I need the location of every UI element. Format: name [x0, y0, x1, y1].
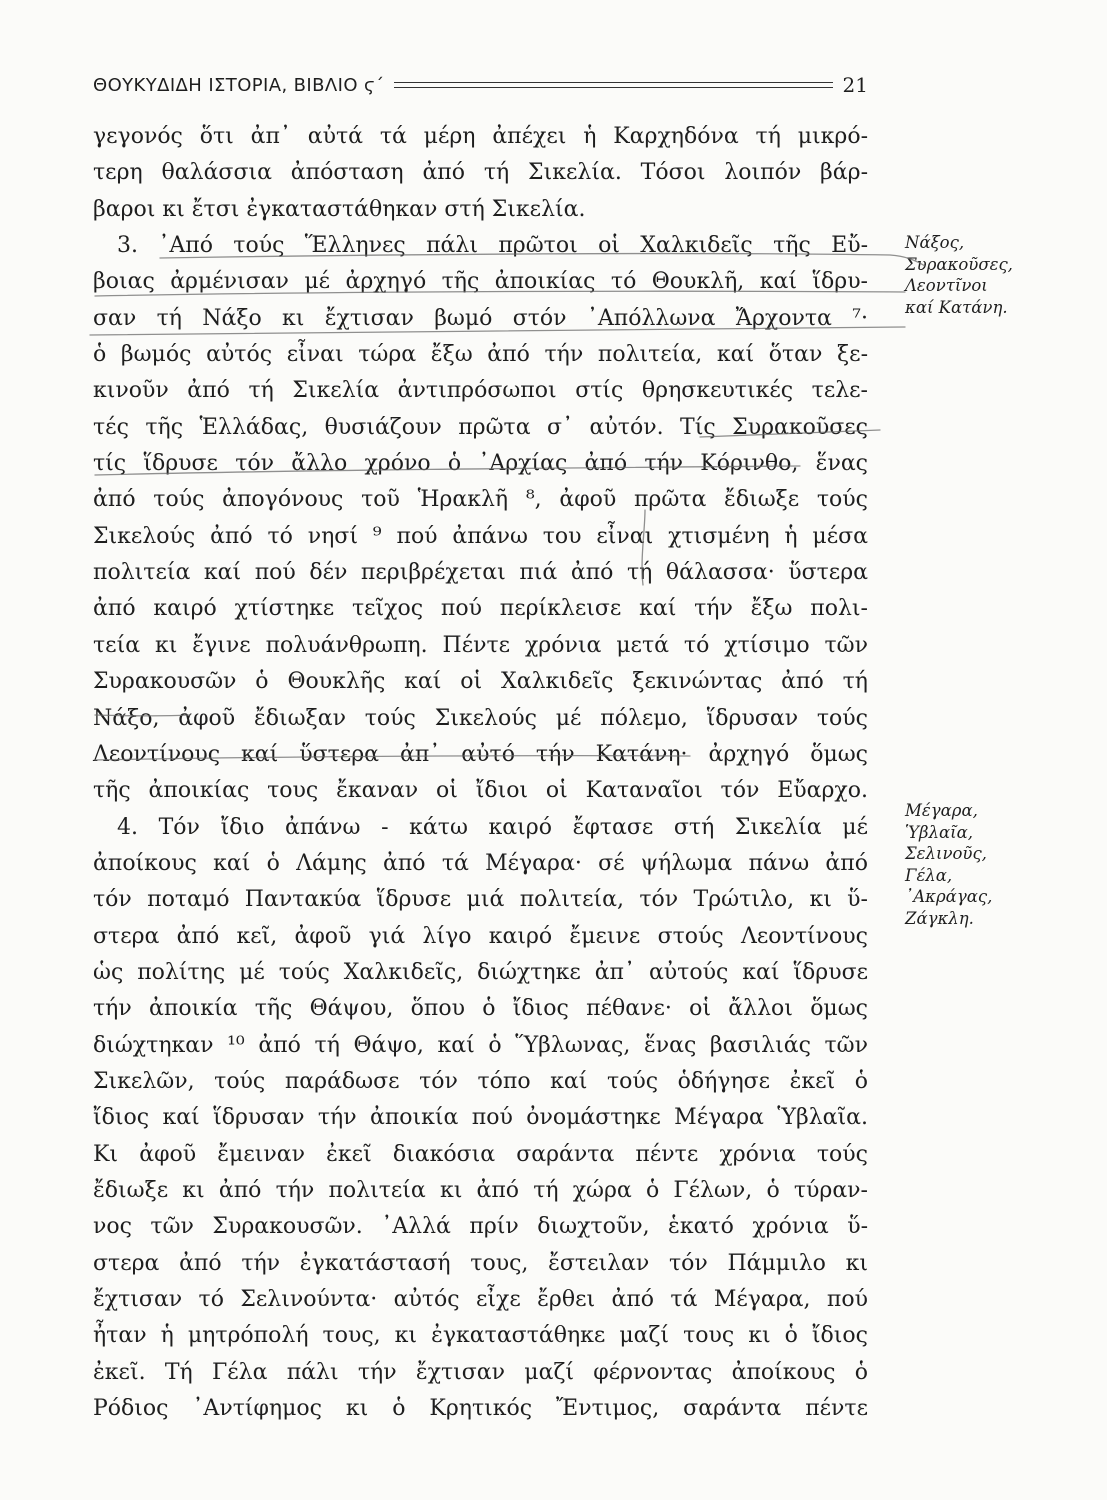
text-line: ἀπό τούς ἀπογόνους τοῦ Ἡρακλῆ ⁸, ἀφοῦ πρῶτα ἔδιωξε τούς — [93, 487, 868, 513]
text-line: ἴδιος καί ἵδρυσαν τήν ἀποικία πού ὀνομάστηκε Μέγαρα Ὑβλαῖα. — [93, 1105, 868, 1131]
margin-note-line: Νάξος, — [905, 233, 965, 252]
text-line: ἦταν ἡ μητρόπολή τους, κι ἐγκαταστάθηκε μαζί τους κι ὁ ἴδιος — [93, 1323, 868, 1349]
text-line: τερη θαλάσσια ἀπόσταση ἀπό τή Σικελία. Τόσοι λοιπόν βάρ- — [93, 160, 868, 186]
body-text — [93, 119, 868, 1427]
running-header — [93, 70, 868, 100]
page-number: 21 — [842, 73, 868, 97]
margin-note-megara — [905, 800, 1055, 929]
text-line: βαροι κι ἔτσι ἐγκαταστάθηκαν στή Σικελία. — [93, 196, 586, 222]
text-line: στερα ἀπό κεῖ, ἀφοῦ γιά λίγο καιρό ἔμεινε στούς Λεοντίνους — [93, 923, 868, 949]
text-line: Νάξο, ἀφοῦ ἔδιωξαν τούς Σικελούς μέ πόλεμο, ἵδρυσαν τούς — [93, 705, 868, 731]
margin-note-line: Ὑβλαῖα, — [905, 822, 974, 842]
text-line: τόν ποταμό Παντακύα ἵδρυσε μιά πολιτεία, τόν Τρώτιλο, κι ὕ- — [93, 887, 868, 913]
text-line: Λεοντίνους καί ὕστερα ἀπ᾽ αὐτό τήν Κατάνη· ἀρχηγό ὅμως — [93, 741, 868, 767]
margin-note-colonies — [905, 232, 1055, 318]
text-line: νος τῶν Συρακουσῶν. ᾽Αλλά πρίν διωχτοῦν, ἑκατό χρόνια ὕ- — [93, 1214, 868, 1240]
text-line: ὁ βωμός αὐτός εἶναι τώρα ἔξω ἀπό τήν πολιτεία, καί ὅταν ξε- — [93, 342, 868, 368]
margin-note-line: καί Κατάνη. — [905, 297, 1008, 317]
text-line: κινοῦν ἀπό τή Σικελία ἀντιπρόσωποι στίς θρησκευτικές τελε- — [93, 378, 868, 404]
text-line: Κι ἀφοῦ ἔμειναν ἐκεῖ διακόσια σαράντα πέντε χρόνια τούς — [93, 1141, 868, 1167]
text-line: ἔχτισαν τό Σελινούντα· αὐτός εἶχε ἔρθει ἀπό τά Μέγαρα, πού — [93, 1287, 868, 1312]
text-line: τίς ἵδρυσε τόν ἄλλο χρόνο ὁ ᾽Αρχίας ἀπό τήν Κόρινθο, ἕνας — [93, 451, 868, 477]
text-line: 4. Τόν ἴδιο ἀπάνω - κάτω καιρό ἔφτασε στή Σικελία μέ — [117, 814, 868, 840]
text-line: τεία κι ἔγινε πολυάνθρωπη. Πέντε χρόνια μετά τό χτίσιμο τῶν — [93, 632, 868, 658]
text-line: διώχτηκαν ¹⁰ ἀπό τή Θάψο, καί ὁ Ὕβλωνας, ἕνας βασιλιάς τῶν — [93, 1032, 868, 1058]
text-line: ἀποίκους καί ὁ Λάμης ἀπό τά Μέγαρα· σέ ψήλωμα πάνω ἀπό — [93, 850, 868, 876]
text-line: Σικελῶν, τούς παράδωσε τόν τόπο καί τούς ὁδήγησε ἐκεῖ ὁ — [93, 1068, 868, 1094]
text-line: ἔδιωξε κι ἀπό τήν πολιτεία κι ἀπό τή χώρα ὁ Γέλων, ὁ τύραν- — [93, 1177, 868, 1203]
text-line: τές τῆς Ἑλλάδας, θυσιάζουν πρῶτα σ᾽ αὐτόν. Τίς Συρακοῦσες — [93, 414, 868, 440]
header-rule — [394, 82, 832, 88]
margin-note-line: ᾽Ακράγας, — [905, 887, 993, 906]
text-line: ὡς πολίτης μέ τούς Χαλκιδεῖς, διώχτηκε ἀπ᾽ αὐτούς καί ἵδρυσε — [93, 959, 868, 985]
text-line: βοιας ἀρμένισαν μέ ἀρχηγό τῆς ἀποικίας τό Θουκλῆ, καί ἵδρυ- — [93, 269, 868, 295]
running-title: ΘΟΥΚΥΔΙΔΗ ΙΣΤΟΡΙΑ, ΒΙΒΛΙΟ ϛ´ — [93, 74, 385, 96]
text-line: 3. ᾽Από τούς Ἕλληνες πάλι πρῶτοι οἱ Χαλκιδεῖς τῆς Εὔ- — [117, 233, 868, 259]
text-line: γεγονός ὅτι ἀπ᾽ αὐτά τά μέρη ἀπέχει ἡ Καρχηδόνα τή μικρό- — [93, 124, 868, 149]
margin-note-line: Συρακοῦσες, — [905, 254, 1013, 274]
text-line: τῆς ἀποικίας τους ἔκαναν οἱ ἴδιοι οἱ Καταναῖοι τόν Εὔαρχο. — [93, 778, 868, 804]
text-line: σαν τή Νάξο κι ἔχτισαν βωμό στόν ᾽Απόλλωνα Ἄρχοντα ⁷· — [93, 305, 868, 331]
text-line: ἀπό καιρό χτίστηκε τεῖχος πού περίκλεισε καί τήν ἔξω πολι- — [93, 596, 868, 622]
text-line: Ρόδιος ᾽Αντίφημος κι ὁ Κρητικός Ἔντιμος, σαράντα πέντε — [93, 1396, 868, 1422]
margin-note-line: Λεοντῖνοι — [905, 276, 988, 295]
margin-note-line: Γέλα, — [905, 865, 953, 885]
margin-note-line: Σελινοῦς, — [905, 844, 987, 863]
text-line: Σικελούς ἀπό τό νησί ⁹ πού ἀπάνω του εἶναι χτισμένη ἡ μέσα — [93, 523, 868, 549]
margin-note-line: Ζάγκλη. — [905, 908, 974, 928]
text-line: πολιτεία καί πού δέν περιβρέχεται πιά ἀπό τή θάλασσα· ὕστερα — [93, 560, 868, 586]
text-line: τήν ἀποικία τῆς Θάψου, ὅπου ὁ ἴδιος πέθανε· οἱ ἄλλοι ὅμως — [93, 996, 868, 1022]
margin-note-line: Μέγαρα, — [905, 801, 978, 820]
text-line: Συρακουσῶν ὁ Θουκλῆς καί οἱ Χαλκιδεῖς ξεκινώντας ἀπό τή — [93, 669, 868, 695]
text-line: στερα ἀπό τήν ἐγκατάστασή τους, ἔστειλαν τόν Πάμμιλο κι — [93, 1250, 868, 1276]
text-line: ἐκεῖ. Τή Γέλα πάλι τήν ἔχτισαν μαζί φέρνοντας ἀποίκους ὁ — [93, 1359, 868, 1385]
